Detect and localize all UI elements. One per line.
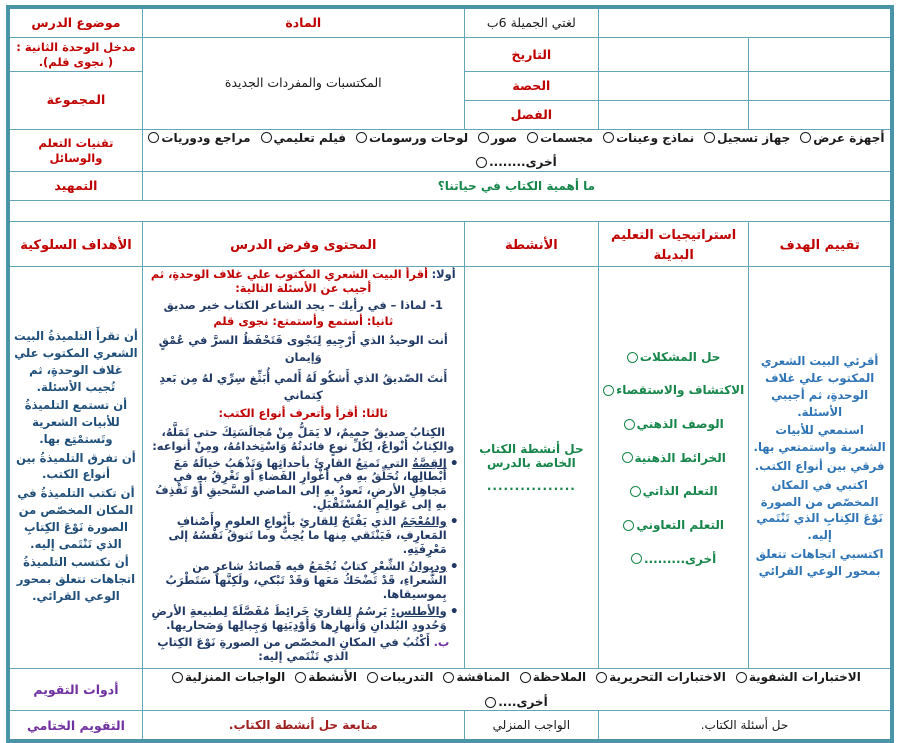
checkbox-circle-icon[interactable] [367,672,378,683]
date-label: التاريخ [511,46,552,62]
strategy-label: الاكتشاف والاستقصاء [616,383,745,398]
subject-value-cell [142,38,464,130]
option-label: الواجبات المنزلية [185,670,286,685]
option-label: الاختبارات الشفوية [748,670,861,685]
col-header-assessment [749,221,892,266]
classroom-label-cell [464,100,598,129]
strategy-label: التعلم الذاتي [642,484,718,499]
option-label: أجهزة عرض [813,130,885,145]
strategy-item-5[interactable] [602,518,745,533]
content-last-line [146,636,461,664]
option-label: نماذج وعينات [616,130,695,145]
objective-item-3: أن تكتب التلميذةُ في المكان المخصّص من الصورة نَوْعَ الكِتابِ الذي تَنْتَمى إليه. [17,486,135,551]
option-label: فيلم تعليمي [273,130,347,145]
assessment-item-2: فرقي بين أنواع الكتب. [754,459,885,474]
homework-value: حل أسئلة الكتاب. [700,718,789,733]
objective-item-1: أن تستمع التلميذةُ للأبيات الشعرية وتَستمْتِع بها. [24,398,128,446]
objective-item-2: أن تفرق التلميذةُ بين أنواع الكتب. [16,450,136,482]
content-third-label: ثالثا: أقرأ وأتعرف أنواع الكتب: [218,405,389,420]
checkbox-circle-icon[interactable] [443,672,454,683]
option-4[interactable] [478,131,517,146]
strategy-label: التعلم التعاوني [636,517,725,532]
checkbox-circle-icon[interactable] [172,672,183,683]
aids-options-cell [142,129,892,171]
class-name-cell [464,7,598,38]
header-blank-left [599,7,892,38]
strategy-item-6[interactable] [602,552,745,567]
col-header-objectives [8,221,142,266]
col-header-activities [464,221,598,266]
assessment-item-3: اكتبي في المكان المخصّص من الصورة نَوْعَ الكِتابِ الذي تَنْتَمي إليه. [756,477,883,543]
option-label: صور [491,130,518,145]
option-0[interactable] [736,670,861,685]
content-first-label: أولا: [431,266,456,281]
checkbox-circle-icon[interactable] [485,697,496,708]
objectives-cell [8,266,142,668]
strategy-label: الخرائط الذهنية [634,450,726,465]
option-label: أخرى.... [498,694,548,709]
date-value-cell [599,38,749,72]
content-second-label: ثانيا: أستمع وأستمتع: نجوى قلم [213,314,394,329]
strategy-item-2[interactable] [602,417,745,432]
option-3[interactable] [527,131,593,146]
classroom-extra-blank [749,100,892,129]
activities-text: حل أنشطة الكتاب الخاصة بالدرس [479,441,584,471]
lesson-topic-label-cell [8,7,142,38]
strategy-label: الوصف الذهني [636,417,724,432]
option-label: التدريبات [380,670,434,685]
aids-row [8,129,892,171]
strategy-label: أخرى......... [644,551,717,566]
option-label: أخرى........ [489,155,557,170]
aids-label-cell [8,129,142,171]
checkbox-circle-icon[interactable] [520,672,531,683]
column-header-row [8,221,892,266]
assessment-item-0: أقرئي البيت الشعري المكتوب علي غلاف الوحدةِ، ثم أجيبي الأسئلة. [760,354,879,419]
period-label: الحصة [512,77,551,93]
checkbox-circle-icon[interactable] [627,352,638,363]
aids-label: تقنيات التعلم والوسائل [38,135,114,166]
option-3[interactable] [443,670,509,685]
option-0[interactable] [800,131,884,146]
activities-dots: ................ [486,478,576,493]
option-2[interactable] [520,670,586,685]
strategies-cell [599,266,749,668]
checkbox-circle-icon[interactable] [148,132,159,143]
checkbox-circle-icon[interactable] [631,553,642,564]
checkbox-circle-icon[interactable] [478,132,489,143]
date-label-cell [464,38,598,72]
option-label: المناقشة [456,670,510,685]
classroom-label: الفصل [510,106,553,122]
col-header-content [142,221,464,266]
objectives-list [13,328,139,605]
content-question-1: 1- لماذا – في رأيك – يجد الشاعر الكتاب خير صديق [163,297,443,312]
content-bullet-1: • والمُعْجَمُ الذي يَفْتَحُ لِلقارئِ بأَنْواعِ العلومِ وأَصْنافِ المَعارِفِ، فَيَنْتَقي مِنها ما يُحِبُّ وما تَتوقُ نَفْسُهُ إلى مَعْرِفَتِهِ. [146,515,461,557]
checkbox-circle-icon[interactable] [630,486,641,497]
col-header-content-label: المحتوى وفرض الدرس [230,237,377,253]
option-6[interactable] [261,131,347,146]
header-row-date [8,38,892,72]
assessment-list [752,353,887,579]
final-label: التقويم الختامي [26,717,125,733]
homework-value-cell [599,711,892,742]
checkbox-circle-icon[interactable] [704,132,715,143]
final-value-cell [142,711,464,742]
intro-value: ما أهمية الكتاب في حياتنا؟ [437,178,596,193]
option-label: الملاحظة [532,670,587,685]
period-value-cell [599,71,749,100]
checkbox-circle-icon[interactable] [596,672,607,683]
group-label-cell [8,71,142,129]
activities-cell [464,266,598,668]
strategy-item-3[interactable] [602,451,745,466]
option-8[interactable] [476,155,557,170]
intro-value-cell [142,171,892,200]
tools-label: أدوات التقويم [33,682,119,698]
option-label: مراجع ودوريات [161,130,251,145]
strategy-item-0[interactable] [602,350,745,365]
group-label: المجموعة [46,92,106,108]
checkbox-circle-icon[interactable] [603,132,614,143]
option-label: الأنشطة [308,670,358,685]
content-first-text: أقرأ البيت الشعري المكتوب علي غلاف الوحدةِ، ثم أجيب عن الأسئلة التالية: [150,266,428,295]
tools-options-list [146,670,887,709]
option-5[interactable] [356,131,468,146]
col-header-strategies-label: استراتيجيات التعليم البديلة [611,227,737,263]
assessment-cell [749,266,892,668]
col-header-objectives-label: الأهداف السلوكية [20,237,132,253]
date-extra-blank [749,38,892,72]
header-row-topic [8,7,892,38]
col-header-strategies [599,221,749,266]
final-label-cell [8,711,142,742]
classroom-value-cell [599,100,749,129]
option-1[interactable] [596,670,726,685]
lesson-topic-value: مدخل الوحدة الثانية : ( نجوى قلم). [16,40,136,70]
content-bullet-0: • القِصَّةُ التي تَمتِعُ القارئَ بأحداثِها وَتَذْهَبُ خيالَهُ مَعَ أَبْطالِها، تُحَلِّقُ بهِ في أَغْوارِ الفَضاءِ أو تَغْرِقُ بهِ في مَجاهِلِ الأرضِ، تَعودُ بهِ إلى الماضي السَّحيقِ أَوْ تَقْذِفُ بهِ إلى عَوالِمِ المُسْتَقْبَلِ. [146,457,461,513]
assessment-tools-row [8,669,892,711]
content-paragraph-1: الكِتابُ صديقٌ حميمٌ، لا يَمَلُّ مِنْ مُجالَسَتِكَ حتى تَمَلَّهُ، والكِتابُ أَنْواعٌ، لِكُلِّ نوعٍ فائدتُهُ وَاسْتِخدامُهُ، ومِنْ أنواعه: [152,424,455,453]
content-verse-2: أَنتَ الصّديقُ الذي أَشكُو لَهُ أَلمي أُبَثِّغ سِرِّي لهُ مِن بَعدِ كِتماني [159,370,448,402]
option-6[interactable] [172,670,285,685]
option-label: الاختبارات التحريرية [609,670,726,685]
aids-options-list [146,131,887,170]
intro-label: التمهيد [54,178,98,194]
checkbox-circle-icon[interactable] [624,419,635,430]
subject-label: المادة [285,15,322,31]
spacer-cell [8,200,892,221]
col-header-assessment-label: تقييم الهدف [779,237,860,253]
checkbox-circle-icon[interactable] [800,132,811,143]
subject-label-cell [142,7,464,38]
lesson-topic-label: موضوع الدرس [31,15,121,31]
checkbox-circle-icon[interactable] [603,385,614,396]
objective-item-4: أن تكتسب التلميذةُ اتجاهات تتعلق بمحور الوعي القرائي. [16,555,136,604]
strategy-item-1[interactable] [602,383,745,398]
checkbox-circle-icon[interactable] [476,157,487,168]
option-label: لوحات ورسومات [369,130,469,145]
tools-options-cell [142,669,892,711]
intro-label-cell [8,171,142,200]
content-bullet-list [146,457,461,633]
assessment-item-4: اكتسبي اتجاهات تتعلق بمحور الوعي القرائي [755,547,884,578]
checkbox-circle-icon[interactable] [261,132,272,143]
strategy-item-4[interactable] [602,484,745,499]
content-verse-1: أنت الوحيدُ الذي أَرْجِيهِ لِنَجْوى فَتَحْفَظُ السرَّ في عُمْقٍ وَإيمان [158,333,448,365]
option-label: مجسمات [540,130,594,145]
content-bullet-2: • وديوانُ الشِّعْرِ كتابٌ تُجْمَعُ فيه قَصائدُ شاعرٍ من الشُّعراءِ، قَدْ تَضْحَكُ مَعَها وَقَدْ تَبْكي، ولَكِنَّها سَتَطْرَبُ بِموسيقاها. [146,560,461,602]
lesson-topic-value-cell [8,38,142,72]
checkbox-circle-icon[interactable] [527,132,538,143]
final-value: متابعة حل أنشطة الكتاب. [228,718,378,733]
period-label-cell [464,71,598,100]
content-first-line [146,268,461,296]
homework-label-cell [464,711,598,742]
assessment-item-1: استمعي للأبيات الشعرية واستمتعي بها. [753,423,886,455]
checkbox-circle-icon[interactable] [356,132,367,143]
spacer-row [8,200,892,221]
option-4[interactable] [367,670,433,685]
option-2[interactable] [603,131,694,146]
content-last-text: أَكْتُبُ في المكانِ المخصّص من الصورةِ نَوْعَ الكِتابِ الذي تَنْتَمي إليه: [157,635,430,664]
class-name-value: لغتي الجميلة 6ب [486,15,576,31]
main-body-row [8,266,892,668]
option-7[interactable] [485,695,547,710]
checkbox-circle-icon[interactable] [623,520,634,531]
homework-label: الواجب المنزلي [492,718,571,733]
content-bullet-3: • والأطلس: يَرسُمُ لِلقارئِ خَرائِطَ مُفَصَّلَةً لِطبيعةِ الأرضِ وَحُدودِ البُلدانِ وَأنهارِها وَأَوْدِيَتِها وَجِبالِها وَصَحاريها. [146,605,461,633]
objective-item-0: أن تقرأَ التلميذةُ البيت الشعري المكتوب علي غلاف الوحدةِ، ثم تُجيب الأسئلة. [14,329,138,394]
checkbox-circle-icon[interactable] [622,452,633,463]
content-last-label: ب. [433,635,450,650]
tools-label-cell [8,669,142,711]
intro-row [8,171,892,200]
option-label: جهاز تسجيل [717,130,791,145]
option-1[interactable] [704,131,790,146]
final-evaluation-row [8,711,892,742]
subject-value: المكتسبات والمفردات الجديدة [224,75,382,91]
checkbox-circle-icon[interactable] [295,672,306,683]
lesson-plan-table [6,5,894,743]
option-7[interactable] [148,131,250,146]
strategies-list [602,350,745,566]
checkbox-circle-icon[interactable] [736,672,747,683]
col-header-activities-label: الأنشطة [504,237,558,253]
content-cell [142,266,464,668]
option-5[interactable] [295,670,357,685]
period-extra-blank [749,71,892,100]
strategy-label: حل المشكلات [639,349,721,364]
